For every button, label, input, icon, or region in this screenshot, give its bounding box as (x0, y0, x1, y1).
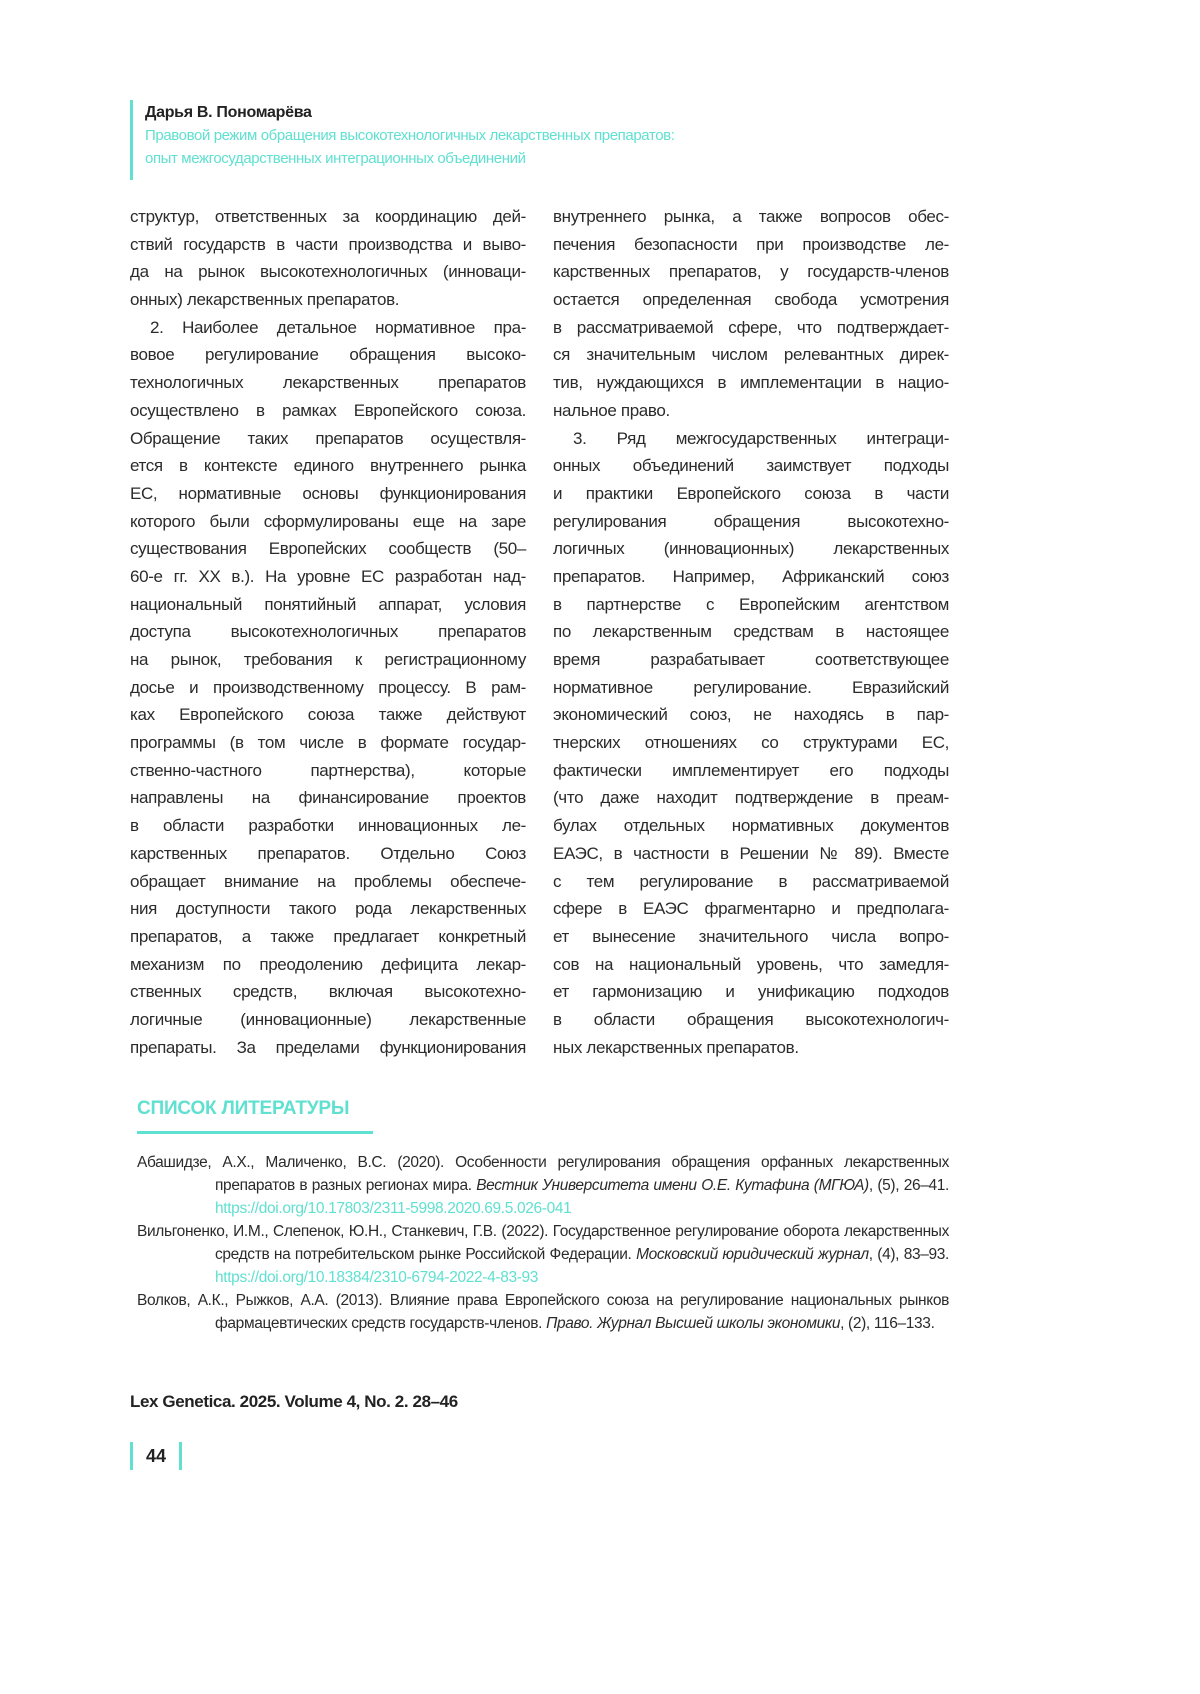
text-line: механизм по преодолению дефицита лекар- (130, 954, 526, 974)
text-line: сов на национальный уровень, что замедля- (553, 954, 949, 974)
text-line: которого были сформулированы еще на заре (130, 511, 526, 531)
article-title-line-1: Правовой режим обращения высокотехнологичных лекарственных препаратов: (145, 127, 675, 144)
text-line: карственных препаратов. Отдельно Союз (130, 843, 526, 863)
reference-journal: Право. Журнал Высшей школы экономики (546, 1315, 841, 1332)
text-line: препаратов, а также предлагает конкретный (130, 926, 526, 946)
reference-item (137, 1220, 949, 1289)
text-line: с тем регулирование в рассматриваемой (553, 871, 949, 891)
text-line: обращает внимание на проблемы обеспече- (130, 871, 526, 891)
references-heading: СПИСОК ЛИТЕРАТУРЫ (137, 1098, 350, 1119)
text-line: время разрабатывает соответствующее (553, 650, 949, 669)
text-line: Обращение таких препаратов осуществля- (130, 428, 526, 448)
text-line: ках Европейского союза также действуют (130, 705, 526, 725)
text-line: ется в контексте единого внутреннего рынка (130, 456, 526, 476)
reference-details: , (5), 26–41. (868, 1177, 949, 1194)
text-line: 2. Наиболее детальное нормативное пра- (150, 317, 526, 337)
text-line: программы (в том числе в формате государ- (130, 733, 526, 753)
reference-text: Вильгоненко, И.М., Слепенок, Ю.Н., Станкевич, Г.В. (2022). Государственное регулирование оборота лекарственных средств на потребительском рынке Российской Федерации. (137, 1223, 949, 1263)
reference-journal: Вестник Университета имени О.Е. Кутафина (МГЮА) (476, 1177, 869, 1194)
text-line: тив, нуждающихся в имплементации в нацио- (553, 373, 949, 393)
text-line: препараты. За пределами функционирования (130, 1037, 526, 1057)
text-line: остается определенная свобода усмотрения (553, 290, 949, 310)
text-line: (что даже находит подтверждение в преам- (553, 788, 949, 808)
text-line: осуществлено в рамках Европейского союза. (130, 400, 526, 420)
text-line: экономический союз, не находясь в пар- (553, 705, 949, 725)
text-line: регулирования обращения высокотехно- (553, 511, 949, 531)
text-line: ЕС, нормативные основы функционирования (130, 483, 526, 503)
text-line: направлены на финансирование проектов (130, 788, 526, 808)
running-header (130, 100, 674, 180)
text-line: 3. Ряд межгосударственных интеграци- (573, 428, 949, 448)
text-line: 60-е гг. XX в.). На уровне ЕС разработан над- (130, 566, 526, 586)
article-title-line-2: опыт межгосударственных интеграционных объединений (145, 150, 526, 167)
text-line: доступа высокотехнологичных препаратов (130, 622, 526, 642)
text-line: логичных (инновационных) лекарственных (553, 539, 949, 559)
text-line: в рассматриваемой сфере, что подтверждает- (553, 317, 949, 337)
text-line: нальное право. (553, 400, 670, 420)
author-name: Дарья В. Пономарёва (145, 104, 312, 121)
reference-details: , (2), 116–133. (840, 1315, 935, 1332)
reference-doi-link[interactable]: https://doi.org/10.17803/2311-5998.2020.69.5.026-041 (215, 1200, 572, 1217)
text-column-right (553, 203, 949, 1061)
text-line: логичные (инновационные) лекарственные (130, 1009, 526, 1029)
text-line: ся значительным числом релевантных дирек- (553, 345, 949, 365)
text-line: булах отдельных нормативных документов (553, 816, 949, 836)
reference-item (137, 1289, 949, 1335)
text-line: онных объединений заимствует подходы (553, 456, 949, 476)
text-line: ет гармонизацию и унификацию подходов (553, 982, 949, 1002)
text-line: онных) лекарственных препаратов. (130, 290, 400, 310)
text-line: ния доступности такого рода лекарственных (130, 899, 526, 919)
text-line: ных лекарственных препаратов. (553, 1037, 799, 1057)
references-list (137, 1151, 949, 1335)
text-line: и практики Европейского союза в части (553, 483, 949, 503)
page-number: 44 (130, 1442, 182, 1470)
reference-details: , (4), 83–93. (868, 1246, 949, 1263)
text-line: существования Европейских сообществ (50– (130, 539, 526, 559)
text-line: ственно-частного партнерства), которые (130, 760, 526, 780)
text-line: национальный понятийный аппарат, условия (130, 594, 526, 614)
text-line: препаратов. Например, Африканский союз (553, 566, 949, 586)
reference-text: Абашидзе, А.Х., Маличенко, В.С. (2020). Особенности регулирования обращения орфанных лекарственных препаратов в разных регионах мира. (137, 1154, 949, 1194)
text-line: в области разработки инновационных ле- (130, 816, 526, 836)
text-line: в партнерстве с Европейским агентством (553, 594, 949, 614)
text-line: печения безопасности при производстве ле- (553, 234, 949, 254)
text-line: карственных препаратов, у государств-членов (553, 262, 949, 282)
text-line: ЕАЭС, в частности в Решении № 89). Вместе (553, 843, 949, 863)
references-heading-underline (137, 1131, 373, 1134)
text-line: на рынок, требования к регистрационному (130, 650, 526, 669)
text-line: ет вынесение значительного числа вопро- (553, 926, 949, 946)
journal-footer: Lex Genetica. 2025. Volume 4, No. 2. 28–46 (130, 1392, 458, 1411)
text-line: да на рынок высокотехнологичных (инноваци- (130, 262, 526, 282)
text-column-left (130, 203, 526, 1061)
text-line: фактически имплементирует его подходы (553, 760, 949, 780)
text-line: в области обращения высокотехнологич- (553, 1009, 949, 1029)
text-line: технологичных лекарственных препаратов (130, 373, 526, 393)
text-line: ственных средств, включая высокотехно- (130, 982, 526, 1002)
text-line: тнерских отношениях со структурами ЕС, (553, 733, 949, 753)
reference-journal: Московский юридический журнал (636, 1246, 869, 1263)
reference-text: Волков, А.К., Рыжков, А.А. (2013). Влияние права Европейского союза на регулирование национальных рынков фармацевтических средств государств-членов. (137, 1292, 949, 1332)
text-line: структур, ответственных за координацию дей- (130, 207, 526, 226)
text-line: досье и производственному процессу. В рам- (130, 677, 526, 697)
text-line: сфере в ЕАЭС фрагментарно и предполага- (553, 899, 949, 919)
text-line: ствий государств в части производства и выво- (130, 234, 526, 254)
reference-item (137, 1151, 949, 1220)
reference-doi-link[interactable]: https://doi.org/10.18384/2310-6794-2022-4-83-93 (215, 1269, 539, 1286)
text-line: нормативное регулирование. Евразийский (553, 677, 949, 697)
text-line: вовое регулирование обращения высоко- (130, 345, 526, 365)
text-line: по лекарственным средствам в настоящее (553, 622, 949, 642)
text-line: внутреннего рынка, а также вопросов обес- (553, 207, 949, 226)
